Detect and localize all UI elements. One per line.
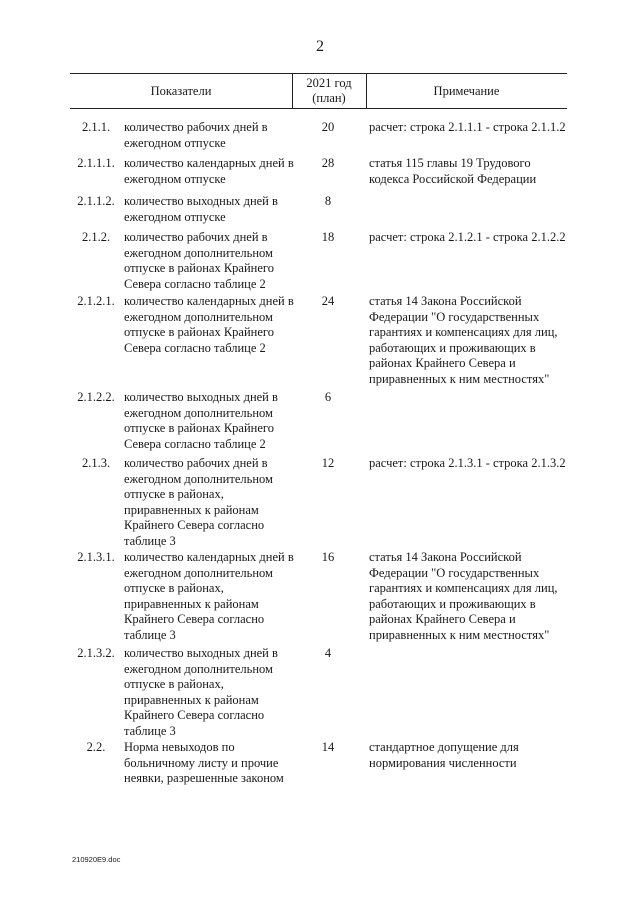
row-value: 12 xyxy=(321,456,335,470)
document-filename: 210920E9.doc xyxy=(72,855,121,864)
row-indicator: количество выходных дней в ежегодном отпуске xyxy=(124,194,278,224)
row-value: 14 xyxy=(321,740,335,754)
row-value: 4 xyxy=(324,646,332,660)
row-note: расчет: строка 2.1.3.1 - строка 2.1.3.2 xyxy=(369,456,566,470)
row-number: 2.2. xyxy=(86,740,106,754)
row-indicator: количество календарных дней в ежегодном дополнительном отпуске в районах Крайнего Севера согласно таблице 2 xyxy=(124,294,294,355)
row-value: 24 xyxy=(321,294,335,308)
row-number: 2.1.3.1. xyxy=(77,550,115,564)
header-indicators: Показатели xyxy=(150,83,212,98)
row-value: 18 xyxy=(321,230,335,244)
row-note: расчет: строка 2.1.1.1 - строка 2.1.1.2 xyxy=(369,120,566,134)
row-note: статья 14 Закона Российской Федерации "О государственных гарантиях и компенсациях для лиц, работающих и проживающих в районах Крайнего Севера и приравненных к ним местностях" xyxy=(369,550,558,642)
header-year-sub: (план) xyxy=(312,91,346,105)
row-number: 2.1.2. xyxy=(81,230,111,244)
row-note: статья 115 главы 19 Трудового кодекса Российской Федерации xyxy=(369,156,537,186)
header-year xyxy=(292,74,366,108)
row-indicator: количество календарных дней в ежегодном отпуске xyxy=(124,156,294,186)
row-number: 2.1.1. xyxy=(81,120,111,134)
header-note: Примечание xyxy=(433,83,500,98)
row-indicator: количество выходных дней в ежегодном дополнительном отпуске в районах, приравненных к районам Крайнего Севера согласно таблице 3 xyxy=(124,646,278,738)
row-value: 6 xyxy=(324,390,332,404)
header-year-label: 2021 год xyxy=(306,76,352,90)
row-indicator: количество рабочих дней в ежегодном отпуске xyxy=(124,120,268,150)
row-value: 16 xyxy=(321,550,335,564)
row-value: 8 xyxy=(324,194,332,208)
row-number: 2.1.1.2. xyxy=(77,194,115,208)
indicators-table xyxy=(70,73,567,109)
row-number: 2.1.2.1. xyxy=(77,294,115,308)
row-indicator: Норма невыходов по больничному листу и прочие неявки, разрешенные законом xyxy=(124,740,284,786)
table-header xyxy=(70,73,567,109)
row-number: 2.1.1.1. xyxy=(77,156,115,170)
row-value: 20 xyxy=(321,120,335,134)
row-note: стандартное допущение для нормирования численности xyxy=(369,740,519,770)
row-indicator: количество календарных дней в ежегодном дополнительном отпуске в районах, приравненных к районам Крайнего Севера согласно таблице 3 xyxy=(124,550,294,642)
row-indicator: количество рабочих дней в ежегодном дополнительном отпуске в районах, приравненных к районам Крайнего Севера согласно таблице 3 xyxy=(124,456,273,548)
page-number: 2 xyxy=(316,38,324,55)
row-number: 2.1.3.2. xyxy=(77,646,115,660)
row-indicator: количество выходных дней в ежегодном дополнительном отпуске в районах Крайнего Севера согласно таблице 2 xyxy=(124,390,278,451)
row-number: 2.1.2.2. xyxy=(77,390,115,404)
row-indicator: количество рабочих дней в ежегодном дополнительном отпуске в районах Крайнего Севера согласно таблице 2 xyxy=(124,230,274,291)
row-value: 28 xyxy=(321,156,335,170)
row-note: статья 14 Закона Российской Федерации "О государственных гарантиях и компенсациях для лиц, работающих и проживающих в районах Крайнего Севера и приравненных к ним местностях" xyxy=(369,294,558,386)
row-number: 2.1.3. xyxy=(81,456,111,470)
row-note: расчет: строка 2.1.2.1 - строка 2.1.2.2 xyxy=(369,230,566,244)
